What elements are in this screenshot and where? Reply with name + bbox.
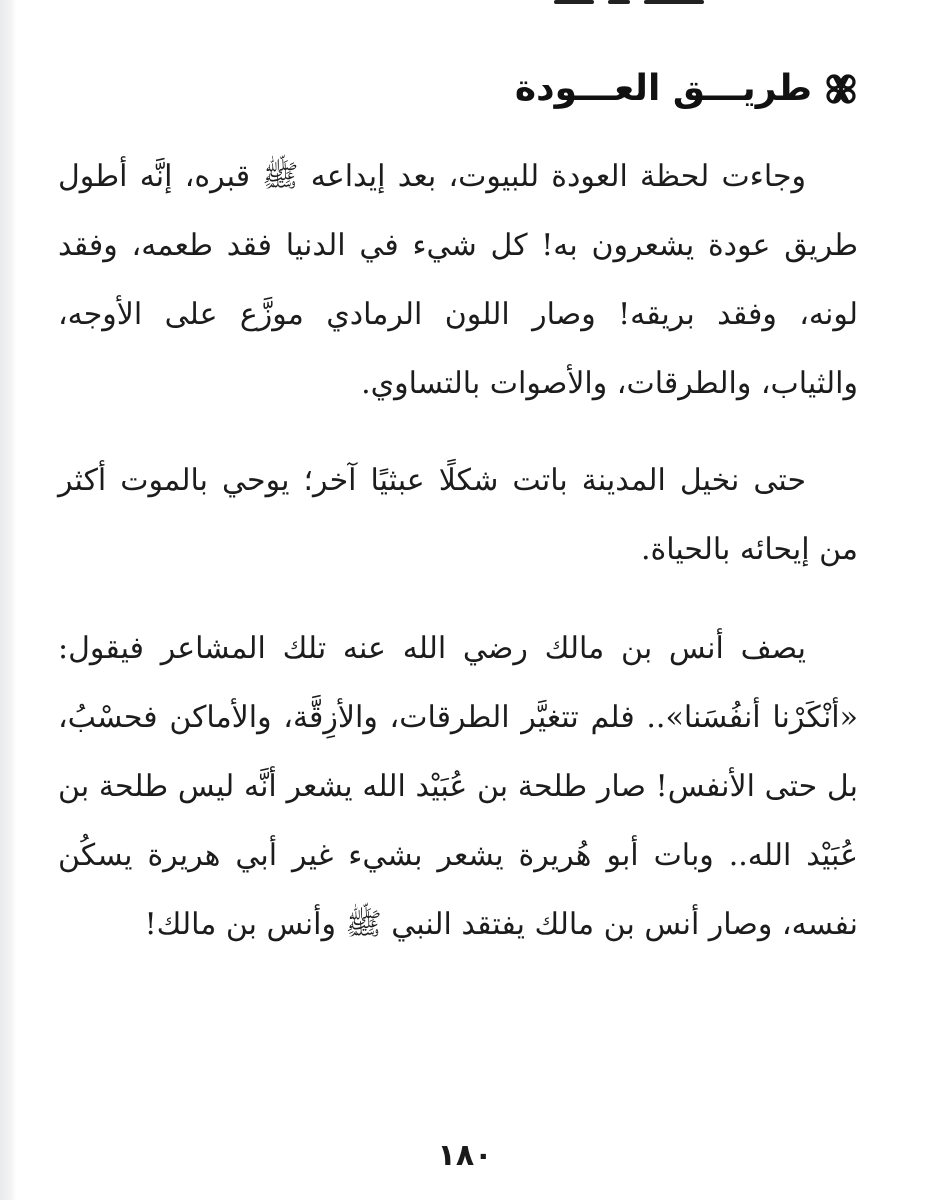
page-content: [58, 56, 858, 959]
ornament-icon: [824, 72, 858, 106]
page-left-edge: [0, 0, 16, 1200]
section-title: طريـــق العـــودة: [514, 68, 812, 109]
paragraph-2: حتى نخيل المدينة باتت شكلًا عبثيًا آخر؛ يوحي بالموت أكثر من إيحائه بالحياة.: [58, 463, 858, 567]
section-heading: [58, 56, 858, 122]
paragraph-1: وجاءت لحظة العودة للبيوت، بعد إيداعه ﷺ قبره، إنَّه أطول طريق عودة يشعرون به! كل شيء في الدنيا فقد طعمه، وفقد لونه، وفقد بريقه! وصار اللون الرمادي موزَّع على الأوجه، والثياب، والطرقات، والأصوات بالتساوي.: [58, 159, 858, 401]
paragraph-3: يصف أنس بن مالك رضي الله عنه تلك المشاعر فيقول: «أنْكَرْنا أنفُسَنا».. فلم تتغيَّر الطرقات، والأزِقَّة، والأماكن فحسْبُ، بل حتى الأنفس! صار طلحة بن عُبَيْد الله يشعر أنَّه ليس طلحة بن عُبَيْد الله.. وبات أبو هُريرة يشعر بشيء غير أبي هريرة يسكُن نفسه، وصار أنس بن مالك يفتقد النبي ﷺ وأنس بن مالك!: [58, 631, 858, 942]
page-number: ١٨٠: [437, 1138, 493, 1173]
previous-line-fragment: [540, 0, 800, 8]
